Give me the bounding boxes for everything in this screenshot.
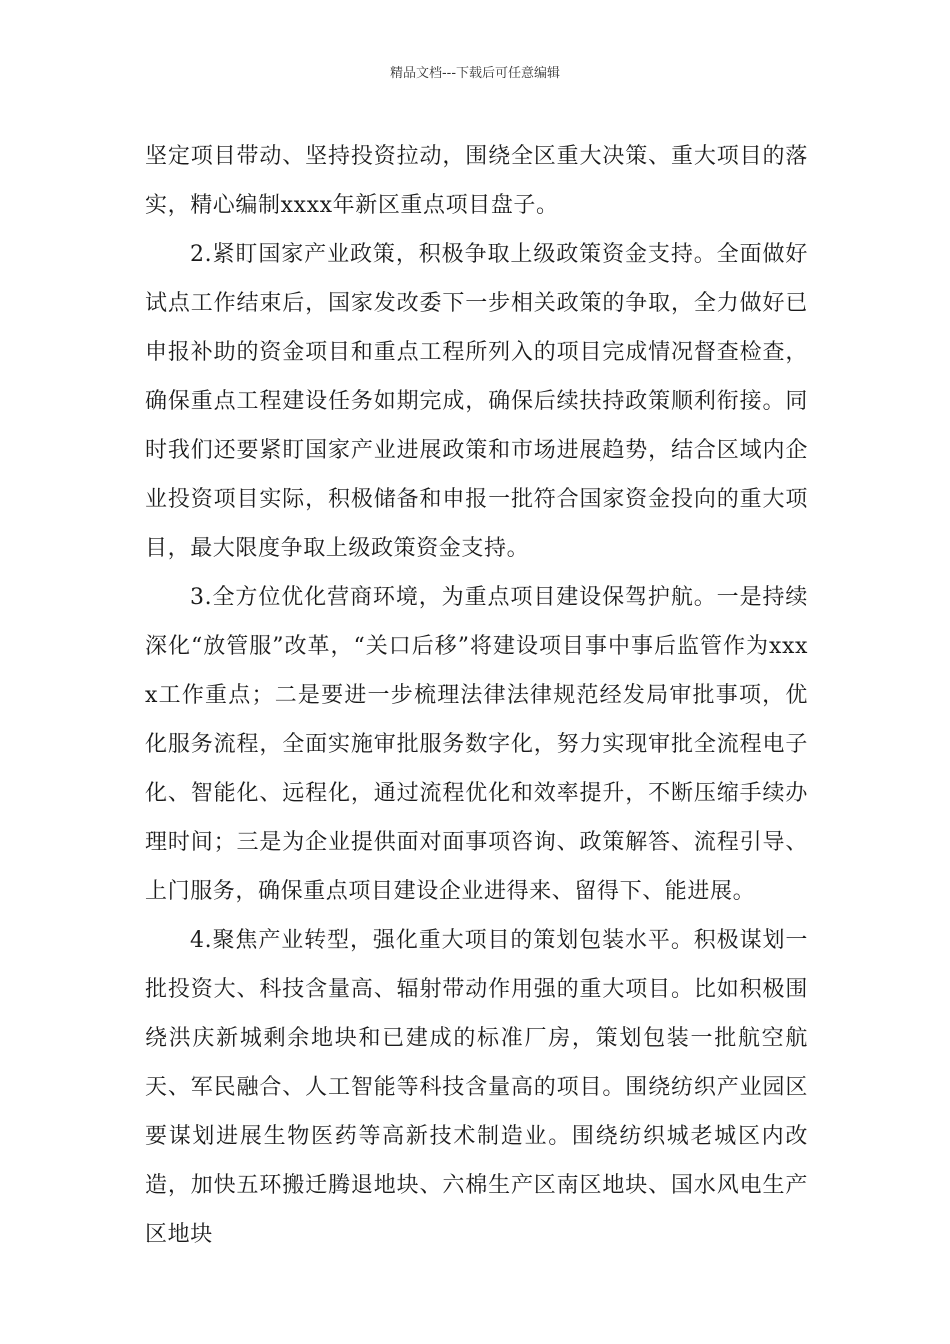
paragraph-item-2: 2.紧盯国家产业政策，积极争取上级政策资金支持。全面做好试点工作结束后，国家发改委下一步相关政策的争取，全力做好已申报补助的资金项目和重点工程所列入的项目完成情况督查检查，确保重点工程建设任务如期完成，确保后续扶持政策顺利衔接。同时我们还要紧盯国家产业进展政策和市场进展趋势，结合区域内企业投资项目实际，积极储备和申报一批符合国家资金投向的重大项目，最大限度争取上级政策资金支持。 (145, 242, 808, 561)
page-header: 精品文档---下载后可任意编辑 (389, 66, 561, 81)
document-body (145, 132, 808, 1259)
paragraph-item-4: 4.聚焦产业转型，强化重大项目的策划包装水平。积极谋划一批投资大、科技含量高、辐射带动作用强的重大项目。比如积极围绕洪庆新城剩余地块和已建成的标准厂房，策划包装一批航空航天、军民融合、人工智能等科技含量高的项目。围绕纺织产业园区要谋划进展生物医药等高新技术制造业。围绕纺织城老城区内改造，加快五环搬迁腾退地块、六棉生产区南区地块、国水风电生产区地块 (145, 928, 808, 1247)
paragraph-continuation: 坚定项目带动、坚持投资拉动，围绕全区重大决策、重大项目的落实，精心编制xxxx年新区重点项目盘子。 (145, 144, 808, 218)
paragraph-item-3: 3.全方位优化营商环境，为重点项目建设保驾护航。一是持续深化“放管服”改革，“关口后移”将建设项目事中事后监管作为xxxx工作重点；二是要进一步梳理法律法律规范经发局审批事项，优化服务流程，全面实施审批服务数字化，努力实现审批全流程电子化、智能化、远程化，通过流程优化和效率提升，不断压缩手续办理时间；三是为企业提供面对面事项咨询、政策解答、流程引导、上门服务，确保重点项目建设企业进得来、留得下、能进展。 (145, 585, 808, 904)
